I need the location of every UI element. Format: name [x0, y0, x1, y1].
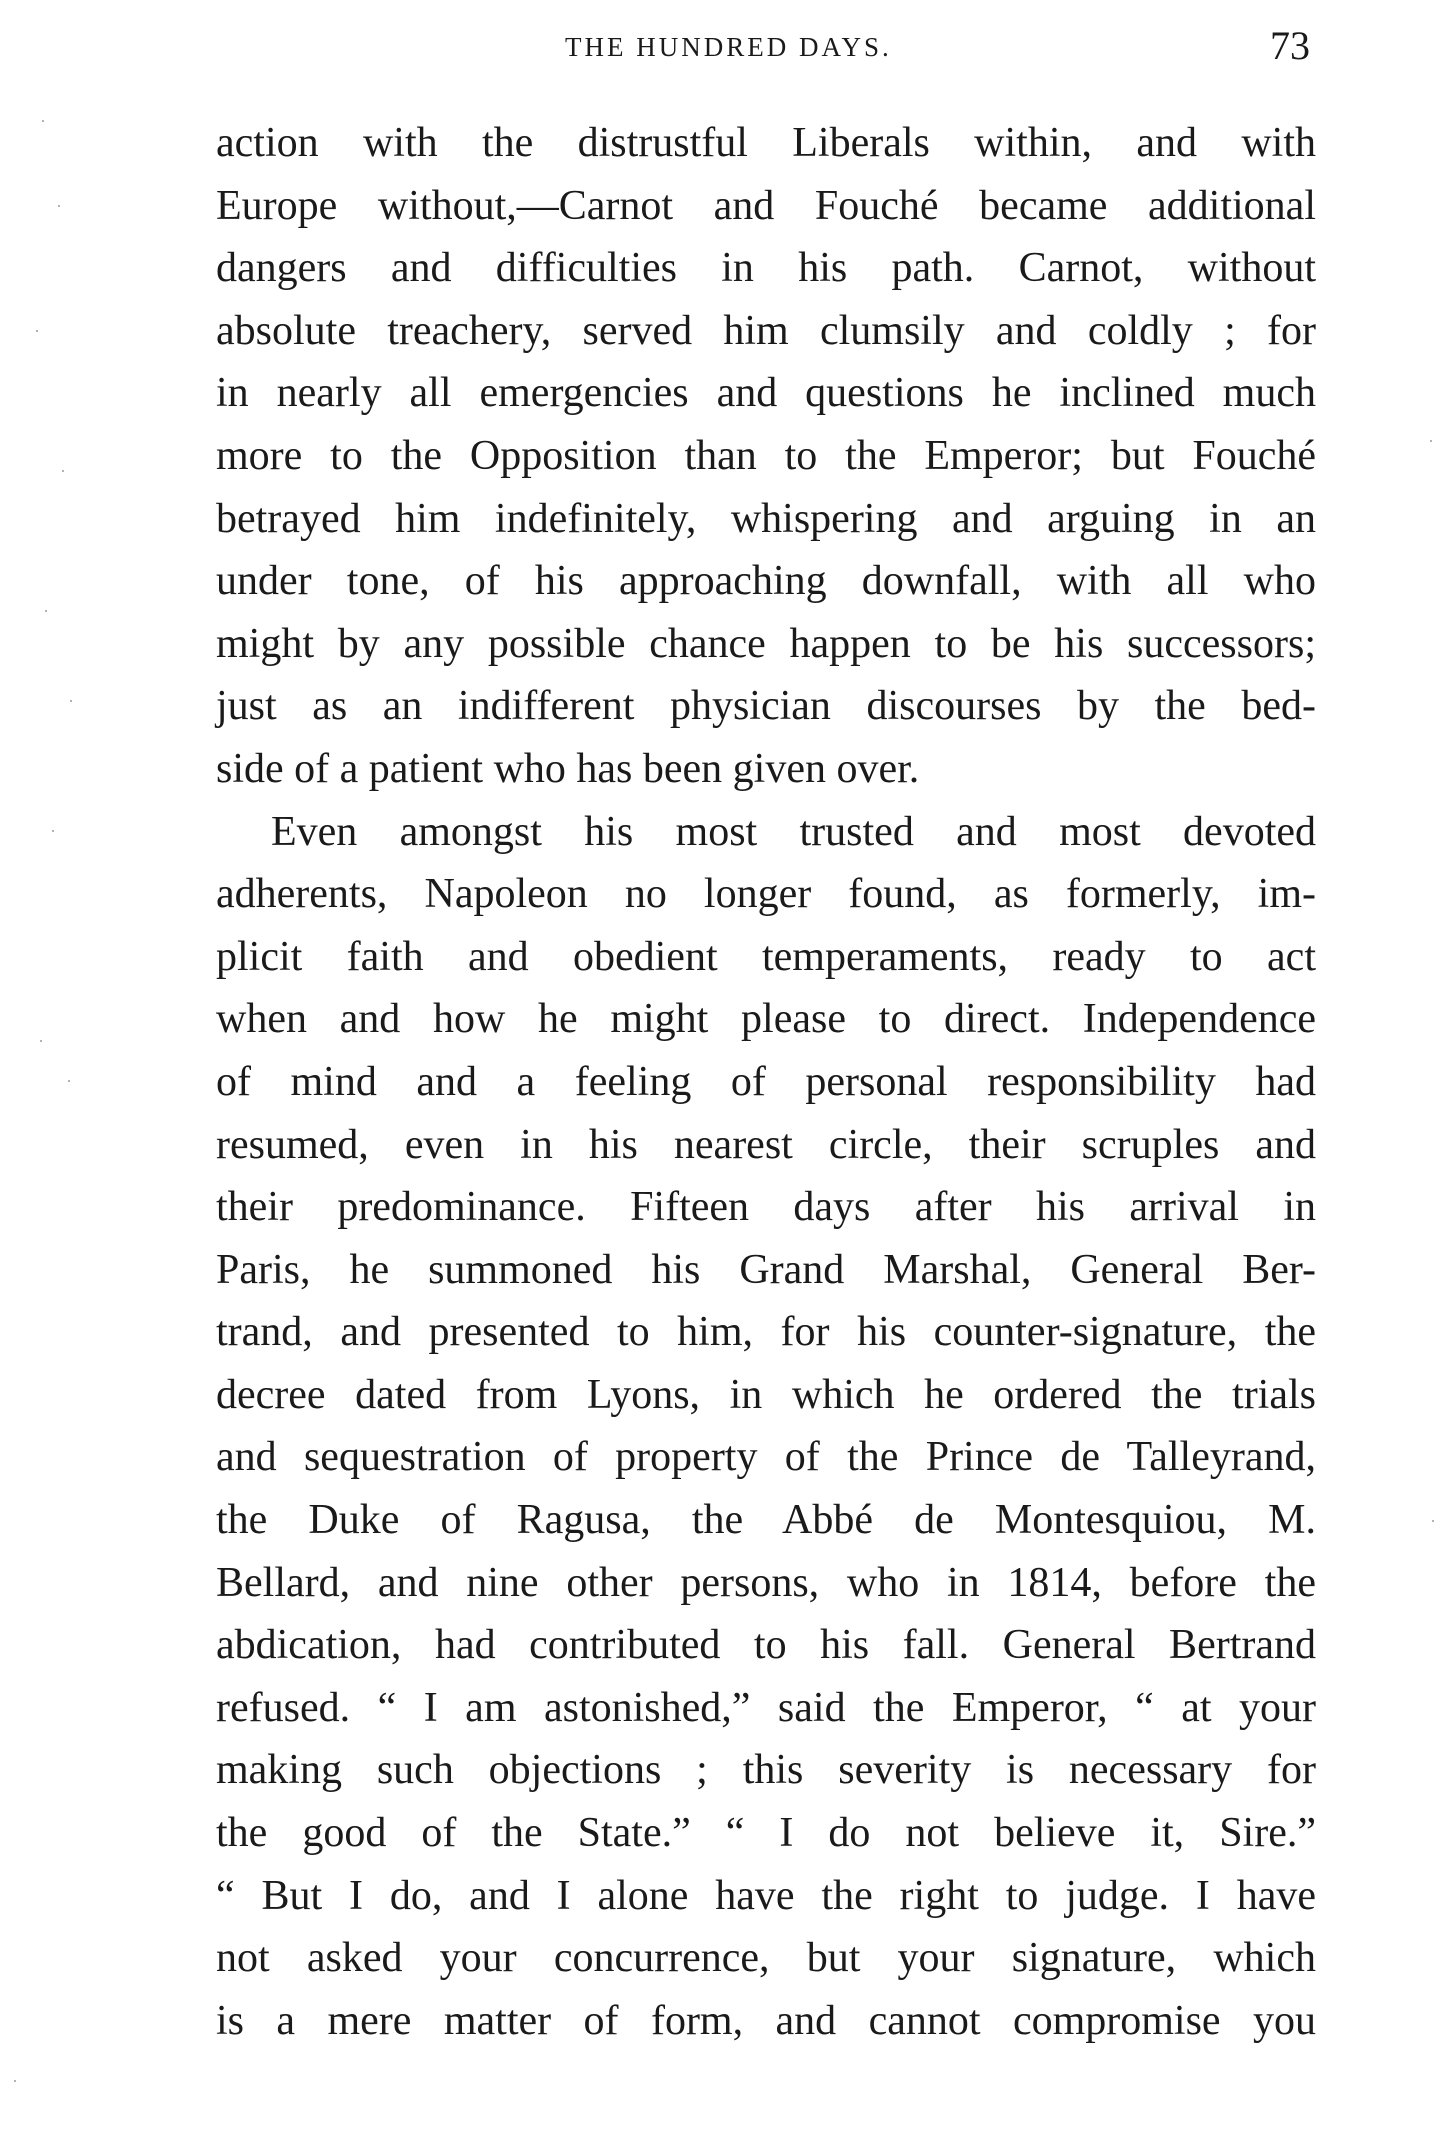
text-line: action with the distrustful Liberals within, and with: [216, 120, 1316, 166]
running-head: [0, 22, 1441, 72]
scan-speck: [58, 205, 60, 207]
text-line: the Duke of Ragusa, the Abbé de Montesquiou, M.: [216, 1497, 1316, 1544]
scan-speck: [36, 330, 38, 332]
scan-speck: [45, 610, 47, 612]
running-title: THE HUNDRED DAYS.: [565, 32, 892, 62]
text-line: their predominance. Fifteen days after his arrival in: [216, 1184, 1316, 1231]
text-line: might by any possible chance happen to be his successors;: [216, 620, 1316, 667]
text-line: dangers and difficulties in his path. Carnot, without: [216, 245, 1316, 292]
text-line: making such objections ; this severity is necessary for: [216, 1747, 1316, 1794]
scan-speck: [40, 1040, 42, 1042]
scan-speck: [68, 1080, 70, 1082]
paragraph-start-line: Even amongst his most trusted and most devoted: [271, 808, 1316, 855]
scan-speck: [42, 120, 44, 122]
text-line: and sequestration of property of the Prince de Talleyrand,: [216, 1434, 1316, 1481]
text-line: absolute treachery, served him clumsily and coldly ; for: [216, 307, 1316, 354]
text-line: “ But I do, and I alone have the right to judge. I have: [216, 1872, 1316, 1919]
text-line: not asked your concurrence, but your signature, which: [216, 1935, 1316, 1982]
scan-speck: [14, 2080, 16, 2082]
body-text: [216, 112, 1316, 2052]
text-line: decree dated from Lyons, in which he ordered the trials: [216, 1371, 1316, 1418]
text-line: plicit faith and obedient temperaments, ready to act: [216, 933, 1316, 980]
scan-speck: [62, 470, 64, 472]
text-line: under tone, of his approaching downfall, with all who: [216, 558, 1316, 605]
scan-speck: [70, 700, 72, 702]
text-line: the good of the State.” “ I do not believe it, Sire.”: [216, 1810, 1316, 1857]
text-line: Europe without,—Carnot and Fouché became additional: [216, 182, 1316, 229]
text-line: just as an indifferent physician discourses by the bed-: [216, 683, 1316, 730]
paragraph-end-line: side of a patient who has been given over.: [216, 745, 920, 792]
page-number: 73: [1270, 23, 1310, 68]
text-line: trand, and presented to him, for his counter-signature, the: [216, 1309, 1316, 1356]
text-line: when and how he might please to direct. Independence: [216, 996, 1316, 1043]
text-line: refused. “ I am astonished,” said the Emperor, “ at your: [216, 1684, 1316, 1731]
text-line: resumed, even in his nearest circle, their scruples and: [216, 1121, 1316, 1168]
scan-speck: [52, 830, 54, 832]
text-line: more to the Opposition than to the Emperor; but Fouché: [216, 432, 1316, 479]
scan-speck: [1432, 1520, 1434, 1522]
text-line: Bellard, and nine other persons, who in 1814, before the: [216, 1559, 1316, 1606]
text-line: adherents, Napoleon no longer found, as formerly, im-: [216, 871, 1316, 918]
scan-speck: [1430, 440, 1432, 442]
text-line: Paris, he summoned his Grand Marshal, General Ber-: [216, 1246, 1316, 1293]
text-line: betrayed him indefinitely, whispering and arguing in an: [216, 495, 1316, 542]
text-line: of mind and a feeling of personal responsibility had: [216, 1058, 1316, 1105]
text-line: in nearly all emergencies and questions he inclined much: [216, 370, 1316, 417]
text-line: abdication, had contributed to his fall. General Bertrand: [216, 1622, 1316, 1669]
text-line: is a mere matter of form, and cannot compromise you: [216, 1997, 1316, 2044]
